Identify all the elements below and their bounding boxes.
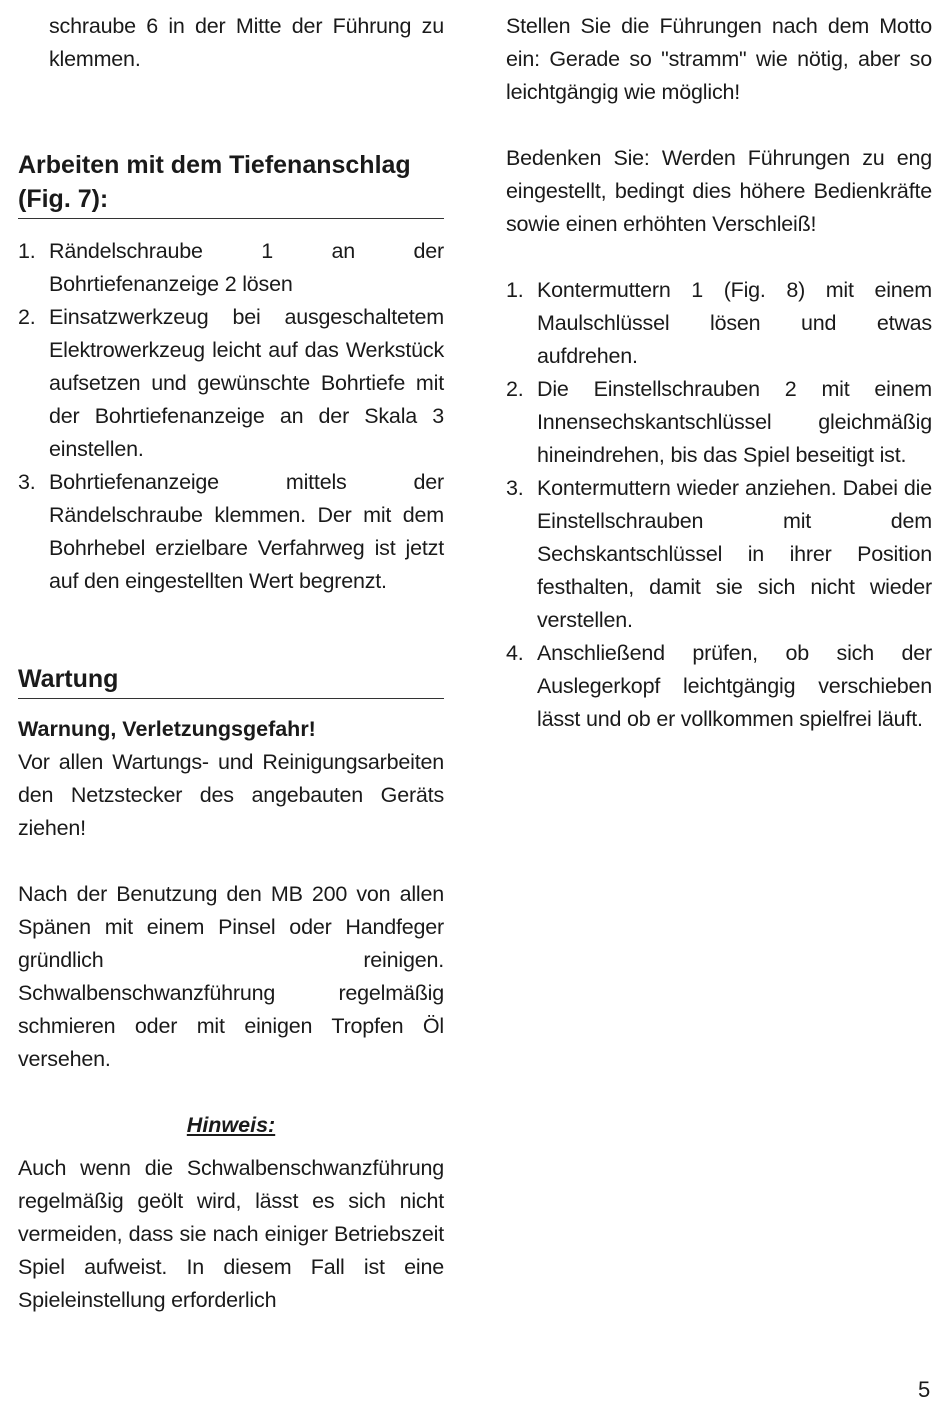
list-item: 1. Kontermuttern 1 (Fig. 8) mit einem Maulschlüssel lösen und etwas aufdrehen. — [506, 278, 932, 368]
note-title: Hinweis: — [186, 1113, 276, 1137]
note-text: Auch wenn die Schwalbenschwanzführung regelmäßig geölt wird, lässt es sich nicht vermeiden, dass sie nach einiger Betriebszeit Spiel aufweist. In diesem Fall ist eine Spieleinstellung erforderlich — [18, 1156, 444, 1312]
list-item: 3. Kontermuttern wieder anziehen. Dabei die Einstellschrauben mit dem Sechskantschlüssel in ihrer Position festhalten, damit sie sich nicht wieder verstellen. — [506, 476, 932, 632]
continuation-text: schraube 6 in der Mitte der Führung zu klemmen. — [49, 14, 444, 71]
left-column — [18, 0, 444, 1317]
list-item: 2. Einsatzwerkzeug bei ausgeschaltetem Elektrowerkzeug leicht auf das Werkstück aufsetzen und gewünschte Bohrtiefe mit der Bohrtiefenanzeige an der Skala 3 einstellen. — [18, 305, 444, 461]
list-item: 4. Anschließend prüfen, ob sich der Auslegerkopf leichtgängig verschieben lässt und ob er vollkommen spielfrei läuft. — [506, 641, 932, 731]
depth-stop-steps — [18, 235, 444, 598]
right-column — [506, 0, 932, 736]
intro-text: Stellen Sie die Führungen nach dem Motto ein: Gerade so "stramm" wie nötig, aber so leichtgängig wie möglich! — [506, 14, 932, 104]
maintenance-heading: Wartung — [18, 662, 444, 699]
page-number: 5 — [918, 1377, 931, 1402]
list-item: 3. Bohrtiefenanzeige mittels der Rändelschraube klemmen. Der mit dem Bohrhebel erzielbare Verfahrweg ist jetzt auf den eingestellten Wert begrenzt. — [18, 470, 444, 593]
adjustment-steps — [506, 274, 932, 736]
cleaning-text: Nach der Benutzung den MB 200 von allen Spänen mit einem Pinsel oder Handfeger gründlich reinigen. Schwalbenschwanzführung regelmäßig schmieren oder mit einigen Tropfen Öl versehen. — [18, 882, 444, 1071]
caution-text: Bedenken Sie: Werden Führungen zu eng eingestellt, bedingt dies höhere Bedienkräfte sowie einen erhöhten Verschleiß! — [506, 146, 932, 236]
list-item: 2. Die Einstellschrauben 2 mit einem Innensechskantschlüssel gleichmäßig hineindrehen, bis das Spiel beseitigt ist. — [506, 377, 932, 467]
warning-text: Vor allen Wartungs- und Reinigungsarbeiten den Netzstecker des angebauten Geräts ziehen! — [18, 750, 444, 840]
depth-stop-heading: Arbeiten mit dem Tiefenanschlag (Fig. 7): — [18, 148, 444, 219]
warning-title: Warnung, Verletzungsgefahr! — [18, 717, 316, 741]
list-item: 1. Rändelschraube 1 an der Bohrtiefenanzeige 2 lösen — [18, 239, 444, 296]
